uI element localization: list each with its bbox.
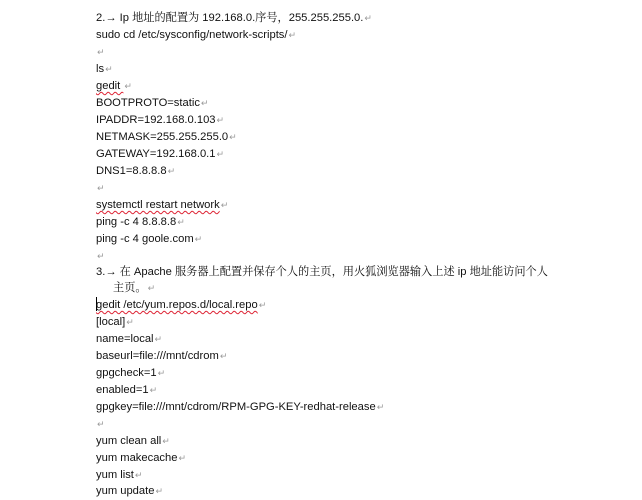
doc-line-26: yum clean all↵ bbox=[96, 435, 170, 447]
doc-line-3: ↵ bbox=[97, 47, 105, 57]
doc-line-18: gedit /etc/yum.repos.d/local.repo↵ bbox=[96, 299, 267, 311]
doc-line-27: yum makecache↵ bbox=[96, 452, 187, 464]
doc-line-12: systemctl restart network↵ bbox=[96, 199, 229, 211]
doc-line-24: gpgkey=file:///mnt/cdrom/RPM-GPG-KEY-redhat-release↵ bbox=[96, 401, 385, 413]
doc-line-5: gedit ↵ bbox=[96, 80, 132, 92]
doc-line-9: GATEWAY=192.168.0.1↵ bbox=[96, 148, 225, 160]
doc-line-13: ping -c 4 8.8.8.8↵ bbox=[96, 216, 185, 228]
doc-line-1: 2.→ Ip 地址的配置为 192.168.0.序号，255.255.255.0.↵ bbox=[96, 12, 372, 24]
doc-line-25: ↵ bbox=[97, 419, 105, 429]
doc-line-14: ping -c 4 goole.com↵ bbox=[96, 233, 203, 245]
doc-line-23: enabled=1↵ bbox=[96, 384, 158, 396]
doc-line-17: 主页。↵ bbox=[113, 282, 156, 294]
doc-line-16: 3.→ 在 Apache 服务器上配置并保存个人的主页，用火狐浏览器输入上述 ip 地址能访问个人 bbox=[96, 266, 548, 278]
doc-line-21: baseurl=file:///mnt/cdrom↵ bbox=[96, 350, 228, 362]
doc-line-6: BOOTPROTO=static↵ bbox=[96, 97, 209, 109]
doc-line-29: yum update↵ bbox=[96, 485, 164, 497]
doc-line-8: NETMASK=255.255.255.0↵ bbox=[96, 131, 237, 143]
doc-line-4: ls↵ bbox=[96, 63, 113, 75]
doc-line-7: IPADDR=192.168.0.103↵ bbox=[96, 114, 225, 126]
doc-line-15: ↵ bbox=[97, 251, 105, 261]
doc-line-11: ↵ bbox=[97, 183, 105, 193]
doc-line-2: sudo cd /etc/sysconfig/network-scripts/↵ bbox=[96, 29, 297, 41]
doc-line-10: DNS1=8.8.8.8↵ bbox=[96, 165, 176, 177]
doc-line-22: gpgcheck=1↵ bbox=[96, 367, 166, 379]
doc-line-19: [local]↵ bbox=[96, 316, 134, 328]
doc-line-28: yum list↵ bbox=[96, 469, 143, 481]
doc-line-20: name=local↵ bbox=[96, 333, 163, 345]
